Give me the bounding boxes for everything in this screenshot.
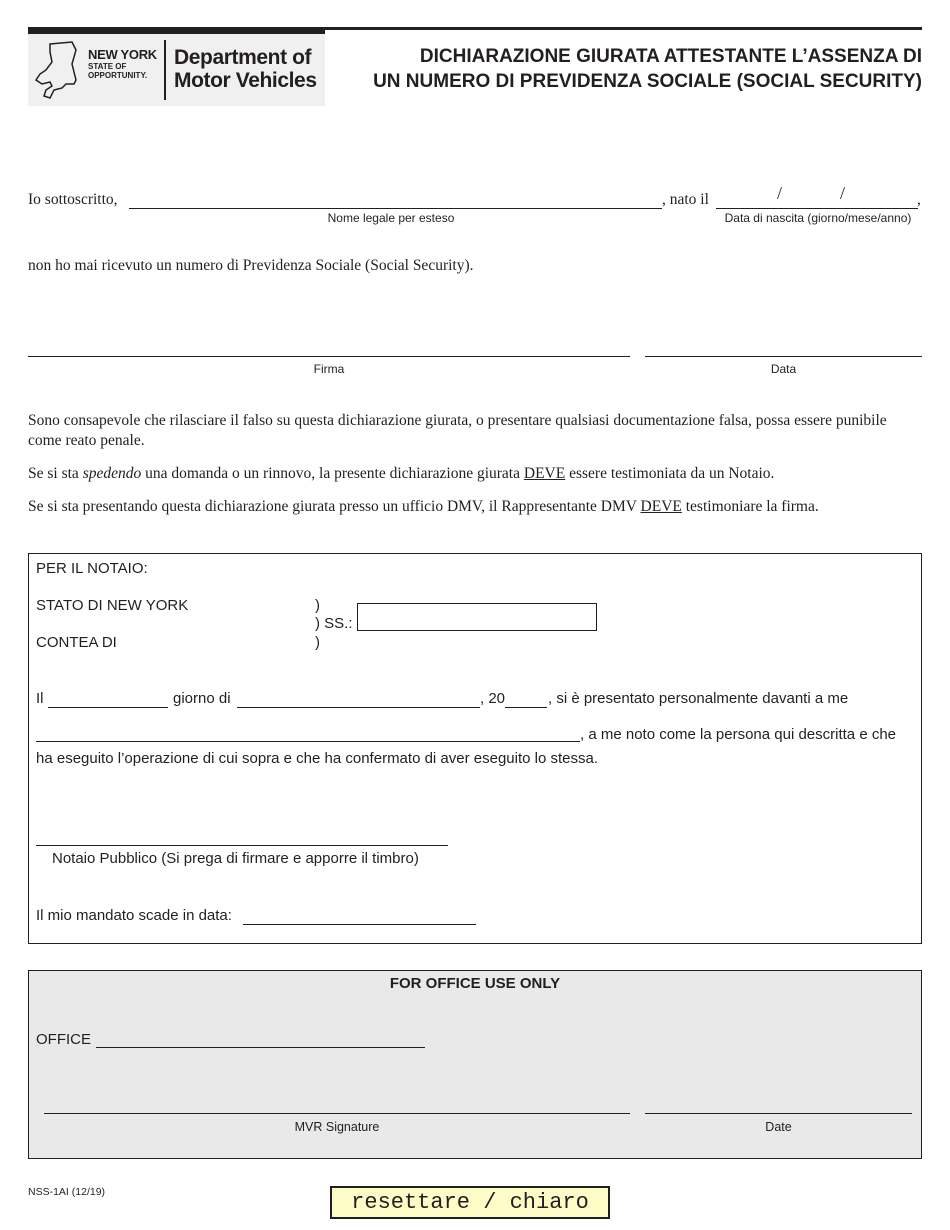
reset-button[interactable]: resettare / chiaro xyxy=(330,1186,610,1219)
dob-separator-1: / xyxy=(777,183,783,203)
notary-signature-line[interactable] xyxy=(36,845,448,846)
signature-date-line[interactable] xyxy=(645,356,922,357)
notary-day-label: giorno di xyxy=(173,690,231,707)
office-label: OFFICE xyxy=(36,1031,91,1048)
form-title xyxy=(332,44,922,94)
logo-sub-line2: OPPORTUNITY. xyxy=(88,70,148,80)
logo-dept-line2: Motor Vehicles xyxy=(174,69,317,92)
logo-state-of-opportunity xyxy=(88,63,147,80)
dob-separator-2: / xyxy=(840,183,846,203)
notary-commission-label: Il mio mandato scade in data: xyxy=(36,907,232,924)
notary-appeared-text: , si è presentato personalmente davanti a me xyxy=(548,690,849,707)
logo-new-york: NEW YORK xyxy=(88,47,157,62)
logo-sub-line1: STATE OF xyxy=(88,62,127,71)
notary-commission-field[interactable] xyxy=(243,910,476,925)
dob-caption: Data di nascita (giorno/mese/anno) xyxy=(724,211,912,225)
new-york-state-icon xyxy=(32,40,90,100)
signature-date-caption: Data xyxy=(770,362,797,376)
mailing-notice-b: una domanda o un rinnovo, la presente dichiarazione giurata xyxy=(141,465,524,482)
notary-year-field[interactable] xyxy=(505,693,547,708)
mailing-notice-em: spedendo xyxy=(82,465,142,482)
logo-dept-line1: Department of xyxy=(174,46,312,69)
notary-year-label: , 20 xyxy=(480,690,506,707)
notary-day-prefix: Il xyxy=(36,690,44,707)
form-code: NSS-1AI (12/19) xyxy=(28,1186,106,1198)
office-date-line[interactable] xyxy=(645,1113,912,1114)
notary-state: STATO DI NEW YORK xyxy=(36,597,189,614)
mvr-signature-line[interactable] xyxy=(44,1113,630,1114)
office-date-caption: Date xyxy=(765,1120,792,1134)
perjury-notice: Sono consapevole che rilasciare il falso su questa dichiarazione giurata, o presentare qualsiasi documentazione falsa, possa essere punibile come reato penale. xyxy=(28,412,887,449)
form-title-line1: DICHIARAZIONE GIURATA ATTESTANTE L’ASSENZA DI xyxy=(419,46,922,67)
mailing-notice-c: essere testimoniata da un Notaio. xyxy=(565,465,775,482)
declaration-prefix: Io sottoscritto, xyxy=(28,191,118,208)
office-notice xyxy=(28,498,924,516)
county-input[interactable] xyxy=(357,603,597,631)
notary-executed-text: ha eseguito l’operazione di cui sopra e che ha confermato di aver eseguito lo stessa. xyxy=(36,750,599,767)
notary-paren-3: ) xyxy=(315,634,320,651)
office-notice-c: testimoniare la firma. xyxy=(681,498,819,515)
mailing-notice-must: DEVE xyxy=(523,465,566,482)
notary-paren-1: ) xyxy=(315,597,320,614)
logo-dmv-name xyxy=(174,46,317,92)
mvr-signature-caption: MVR Signature xyxy=(294,1120,380,1134)
office-notice-must: DEVE xyxy=(640,498,682,515)
notary-day-field[interactable] xyxy=(48,693,168,708)
notary-ss-label: ) SS.: xyxy=(315,615,353,632)
dob-trailing-comma: , xyxy=(917,191,921,208)
signature-line[interactable] xyxy=(28,356,630,357)
full-name-caption: Nome legale per esteso xyxy=(327,211,455,225)
full-name-field[interactable] xyxy=(129,193,662,209)
logo-divider xyxy=(164,40,166,100)
notary-signature-caption: Notaio Pubblico (Si prega di firmare e apporre il timbro) xyxy=(52,850,419,867)
no-ssn-statement: non ho mai ricevuto un numero di Previdenza Sociale (Social Security). xyxy=(28,257,474,274)
office-notice-a: Se si sta presentando questa dichiarazione giurata presso un ufficio DMV, il Rappresentante DMV xyxy=(28,498,641,515)
form-title-line2: UN NUMERO DI PREVIDENZA SOCIALE (SOCIAL SECURITY) xyxy=(373,71,922,92)
signature-caption: Firma xyxy=(313,362,345,376)
office-field[interactable] xyxy=(96,1033,425,1048)
notary-person-name-field[interactable] xyxy=(36,727,580,742)
office-use-heading: FOR OFFICE USE ONLY xyxy=(389,975,561,992)
notary-county: CONTEA DI xyxy=(36,634,117,651)
mailing-notice xyxy=(28,465,924,483)
notary-heading: PER IL NOTAIO: xyxy=(36,560,148,577)
mailing-notice-a: Se si sta xyxy=(28,465,83,482)
dmv-logo xyxy=(28,30,325,106)
notary-known-text: , a me noto come la persona qui descritta e che xyxy=(580,726,897,743)
date-of-birth-field[interactable] xyxy=(716,193,918,209)
notary-month-field[interactable] xyxy=(237,693,480,708)
born-label: , nato il xyxy=(662,191,709,208)
